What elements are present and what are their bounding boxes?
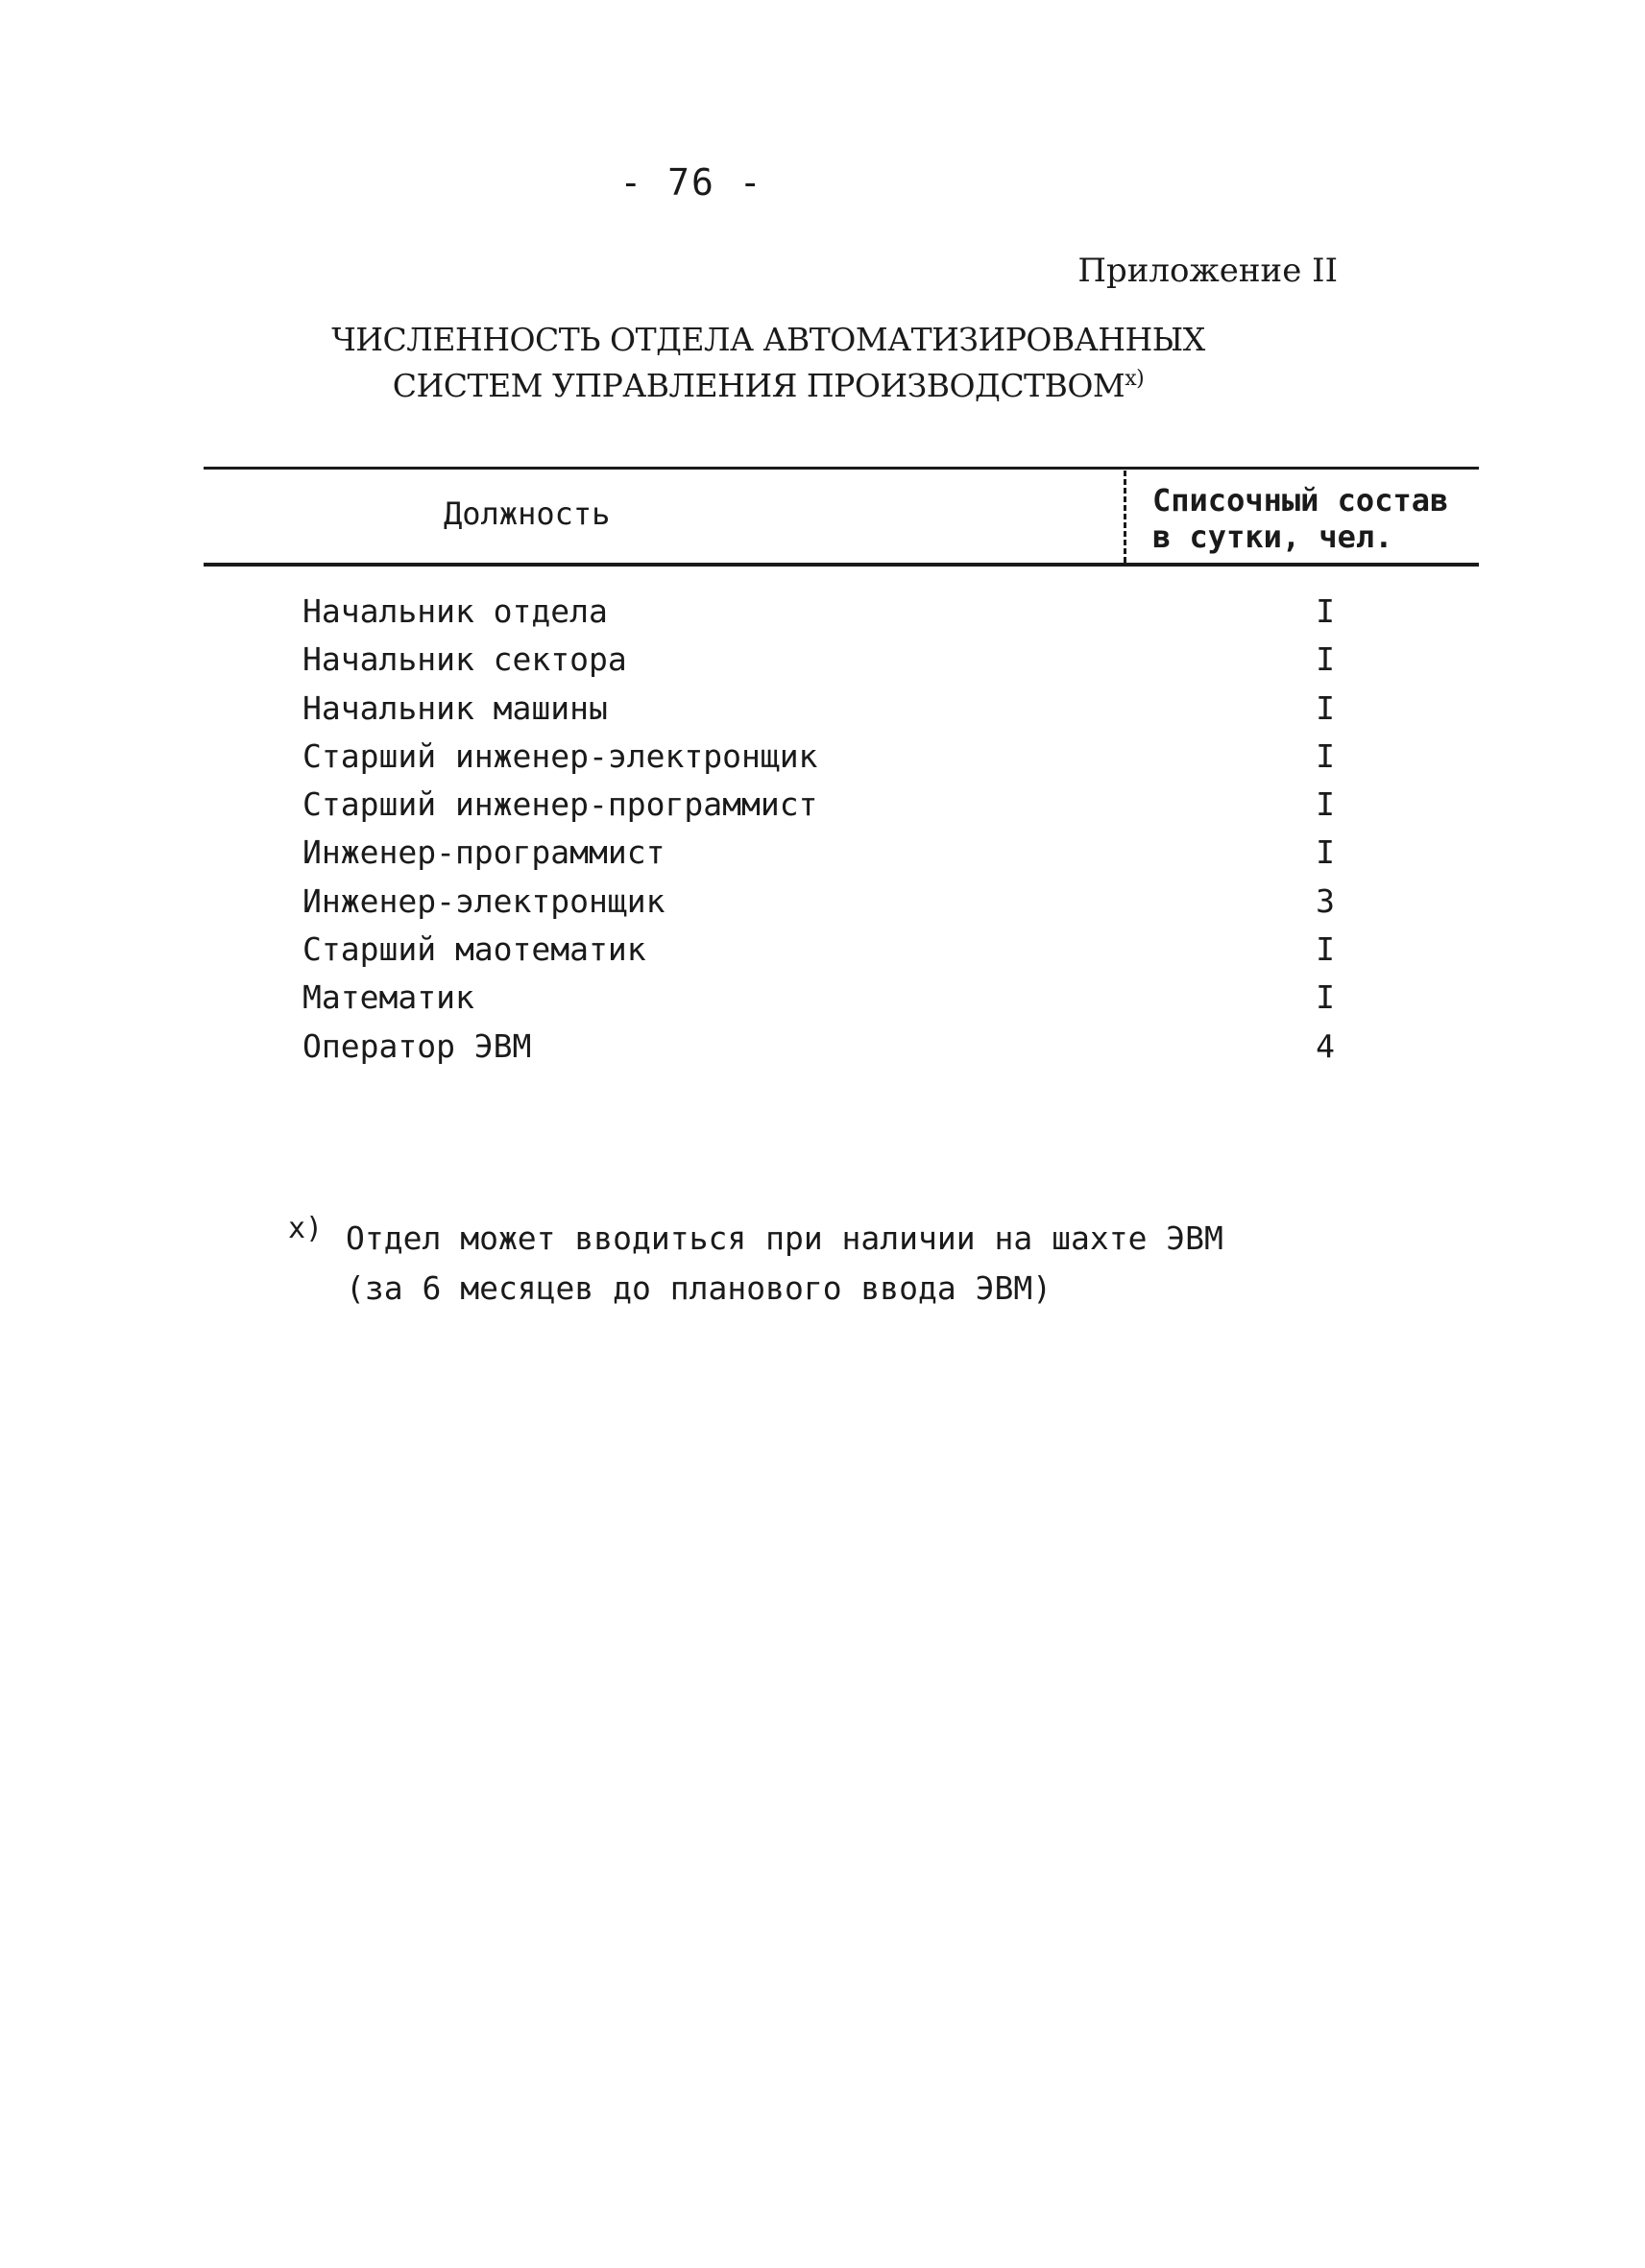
row-staff-count: I <box>1316 785 1335 824</box>
header-count-line-2: в сутки, чел. <box>1152 519 1393 555</box>
row-staff-count: I <box>1316 833 1335 872</box>
table-row <box>302 974 1359 1022</box>
row-position-name: Старший инженер-электронщик <box>302 736 818 775</box>
footnote-mark: х) <box>288 1212 324 1245</box>
title-line-2-text: СИСТЕМ УПРАВЛЕНИЯ ПРОИЗВОДСТВОМ <box>392 367 1125 404</box>
title-line-2 <box>288 363 1248 409</box>
table-header-rule <box>204 563 1479 567</box>
footnote-line-1: Отдел может вводиться при наличии на шахте ЭВМ <box>346 1219 1223 1257</box>
row-position-name: Инженер-программист <box>302 833 665 872</box>
row-position-name: Начальник отдела <box>302 592 608 630</box>
row-position-name: Математик <box>302 978 474 1017</box>
row-staff-count: I <box>1316 736 1335 775</box>
row-staff-count: I <box>1316 688 1335 727</box>
footnote <box>288 1214 1223 1314</box>
page-number: - 76 - <box>619 161 763 204</box>
appendix-label: Приложение II <box>1077 252 1338 290</box>
table-top-rule <box>204 467 1479 470</box>
header-count-line-1: Списочный состав <box>1152 482 1449 519</box>
table-row <box>302 926 1359 974</box>
row-position-name: Старший маотематик <box>302 930 646 969</box>
table-row <box>302 878 1359 926</box>
row-position-name: Начальник сектора <box>302 640 627 679</box>
table-body <box>302 588 1359 1071</box>
footnote-line-2: (за 6 месяцев до планового ввода ЭВМ) <box>346 1269 1052 1307</box>
row-position-name: Оператор ЭВМ <box>302 1026 532 1065</box>
row-staff-count: I <box>1316 640 1335 679</box>
table-row <box>302 1023 1359 1071</box>
title-line-1: ЧИСЛЕННОСТЬ ОТДЕЛА АВТОМАТИЗИРОВАННЫХ <box>331 321 1205 358</box>
title-footnote-mark: х) <box>1125 367 1145 391</box>
table-row <box>302 685 1359 733</box>
row-staff-count: 4 <box>1316 1026 1335 1065</box>
table-column-separator <box>1124 470 1126 563</box>
table-row <box>302 829 1359 877</box>
table-row <box>302 636 1359 684</box>
row-position-name: Инженер-электронщик <box>302 881 665 920</box>
header-position: Должность <box>444 495 611 532</box>
row-position-name: Старший инженер-программист <box>302 785 818 824</box>
document-title <box>288 317 1248 409</box>
table-row <box>302 588 1359 636</box>
row-staff-count: I <box>1316 978 1335 1017</box>
table-row <box>302 733 1359 781</box>
table-row <box>302 781 1359 829</box>
row-staff-count: 3 <box>1316 881 1335 920</box>
row-staff-count: I <box>1316 930 1335 969</box>
header-count <box>1152 482 1448 555</box>
row-staff-count: I <box>1316 592 1335 630</box>
row-position-name: Начальник машины <box>302 688 608 727</box>
